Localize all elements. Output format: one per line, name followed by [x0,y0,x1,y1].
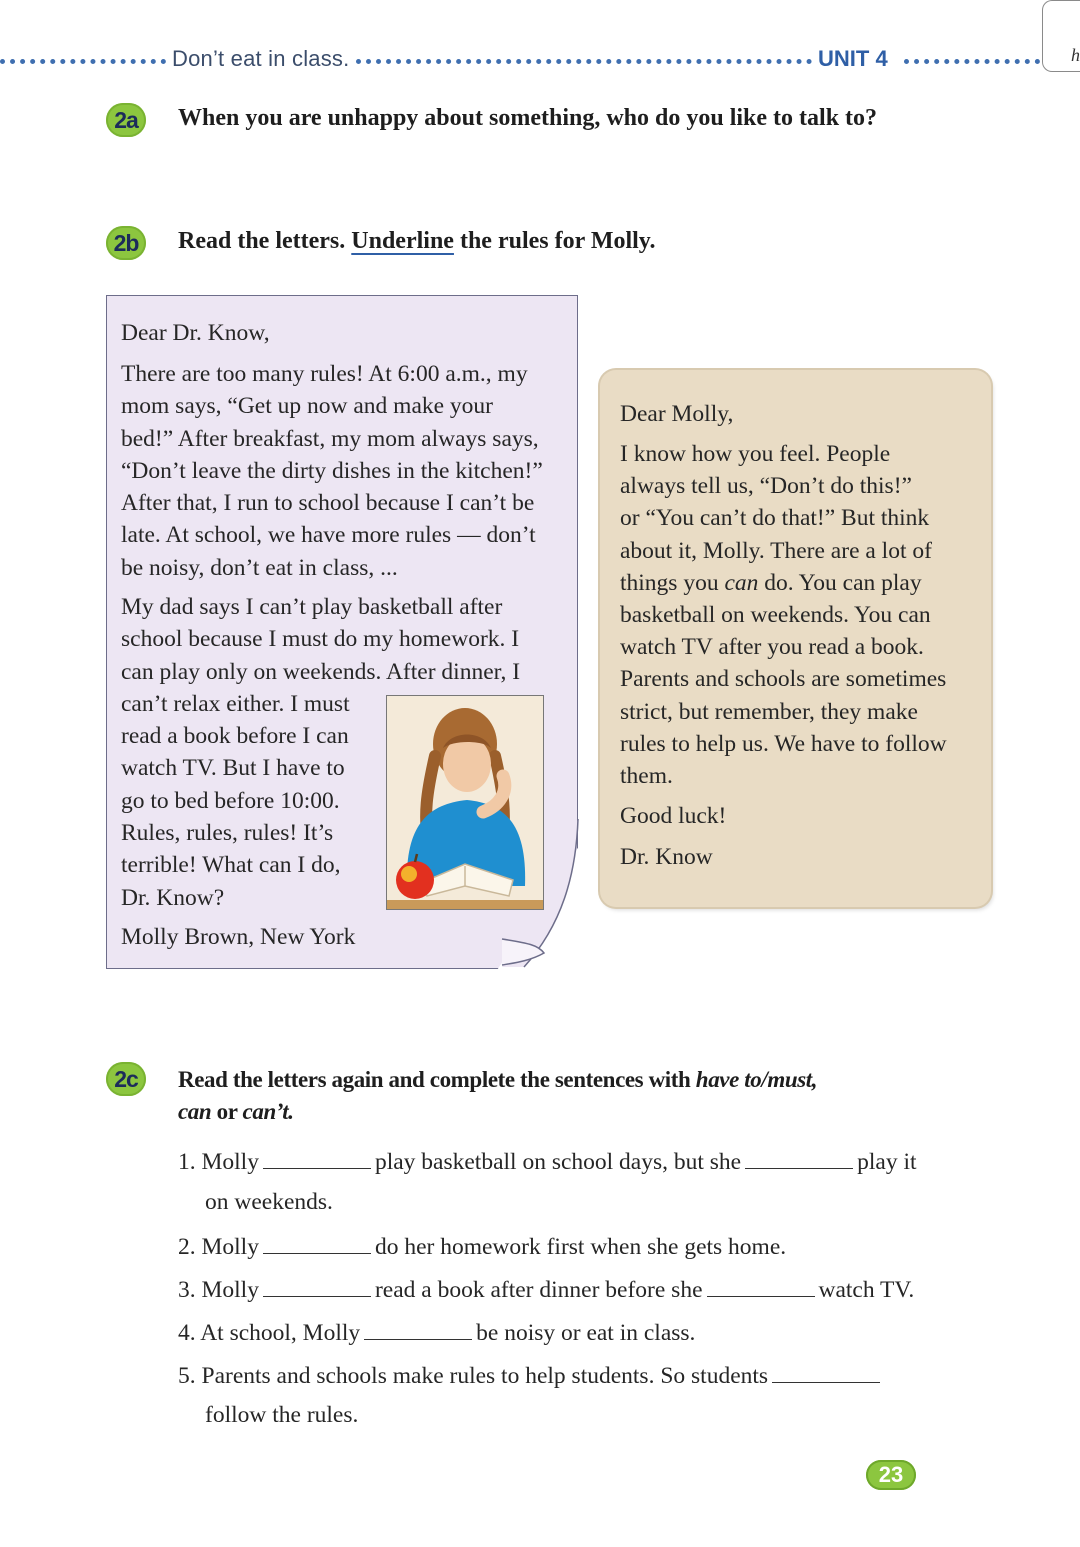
text-line: basketball on weekends. You can [620,602,931,629]
answer-blank[interactable] [263,1231,371,1254]
exercise-4 [178,1317,695,1347]
text-line: about it, Molly. There are a lot of [620,537,932,564]
emphasis-can: can [178,1099,212,1124]
text-line: My dad says I can’t play basketball after [121,594,503,620]
exercise-1 [178,1146,917,1176]
answer-blank[interactable] [707,1274,815,1297]
badge-2c: 2c [106,1062,146,1096]
exercise-2 [178,1231,786,1261]
lesson-title: Don’t eat in class. [172,46,350,71]
letter-dr-know-greeting: Dear Molly, [620,401,734,427]
text-fragment: things you [620,569,719,596]
exercise-3 [178,1274,914,1304]
text-fragment: read a book after dinner before she [374,1277,703,1303]
text-line: school because I must do my homework. I [121,626,520,653]
text-line: bed!” After breakfast, my mom always says, [121,425,539,452]
answer-blank[interactable] [745,1146,853,1169]
instruction-2c-line-1 [178,1064,817,1096]
header-dots-middle [356,59,812,64]
letter-dr-know-closing: Good luck! [620,803,727,829]
text-line: can’t relax either. I must [121,690,350,717]
answer-blank[interactable] [263,1146,371,1169]
text-line: Parents and schools are sometimes [620,666,947,693]
text-line: mom says, “Get up now and make your [121,393,494,420]
text-line: them. [620,763,673,790]
text-line: I know how you feel. People [620,441,891,467]
text-fragment: play it [857,1149,917,1175]
answer-blank[interactable] [364,1317,472,1340]
exercise-5 [178,1360,884,1390]
text-fragment: 1. Molly [178,1149,259,1175]
exercise-1-continued: on weekends. [205,1189,333,1215]
header-dots-left [0,59,166,64]
text-line: or “You can’t do that!” But think [620,505,930,532]
text-line: After that, I run to school because I can’t be [121,490,535,517]
answer-blank[interactable] [263,1274,371,1297]
text-line: There are too many rules! At 6:00 a.m., my [121,361,528,387]
header-dots-right [904,59,1040,64]
text-fragment: Read the letters again and complete the sentences with [178,1067,691,1092]
instruction-2c-line-2 [178,1096,817,1128]
text-line: strict, but remember, they make [620,698,918,725]
running-header [0,46,1080,78]
letter-molly-signature: Molly Brown, New York [121,924,356,950]
answer-blank[interactable] [772,1360,880,1383]
unit-label: UNIT 4 [818,46,888,71]
text-line: always tell us, “Don’t do this!” [620,473,912,500]
text-line: late. At school, we have more rules — don’t [121,522,536,549]
badge-2a: 2a [106,103,146,137]
text-line: Dr. Know? [121,884,225,911]
tab-letter: h [1071,45,1080,65]
instruction-2a: When you are unhappy about something, who do you like to talk to? [178,105,878,131]
text-fragment: do her homework first when she gets home. [374,1234,787,1260]
text-line: go to bed before 10:00. [121,787,340,814]
text-line: “Don’t leave the dirty dishes in the kitchen!” [121,457,543,484]
text-fragment: be noisy or eat in class. [476,1320,696,1346]
instruction-2b-pre: Read the letters. [178,228,346,254]
badge-2b: 2b [106,226,146,260]
exercise-5-continued: follow the rules. [205,1402,359,1428]
text-fragment: 4. At school, Molly [178,1320,361,1346]
text-fragment: play basketball on school days, but she [374,1149,742,1175]
text-fragment: or [216,1099,238,1124]
text-fragment: watch TV. [818,1277,915,1303]
girl-reading-photo [386,695,544,910]
page-tab [1042,0,1080,72]
text-line: be noisy, don’t eat in class, ... [121,554,398,581]
letter-dr-know-signature: Dr. Know [620,844,713,870]
page-number: 23 [866,1460,916,1490]
text-fragment: 5. Parents and schools make rules to help students. So students [178,1363,769,1389]
text-line: watch TV after you read a book. [620,634,924,661]
instruction-2c [178,1064,817,1128]
text-line: watch TV. But I have to [121,755,345,782]
instruction-2b-post: the rules for Molly. [459,228,656,254]
text-fragment: do. You can play [764,569,922,596]
emphasis-can: can [724,569,759,596]
letter-dr-know-body [620,438,980,792]
emphasis-cant: can’t. [242,1099,294,1124]
text-line: rules to help us. We have to follow [620,730,947,757]
instruction-2b-underline: Underline [351,228,454,254]
text-line: Rules, rules, rules! It’s [121,820,334,847]
emphasis-have-to-must: have to/must, [695,1067,818,1092]
text-line: terrible! What can I do, [121,852,341,879]
text-line: read a book before I can [121,723,349,750]
text-fragment: 2. Molly [178,1234,259,1260]
text-line [620,567,980,599]
text-fragment: 3. Molly [178,1277,259,1303]
letter-molly-paragraph-1 [121,358,561,584]
text-line: can play only on weekends. After dinner, I [121,658,521,685]
instruction-2b [178,228,655,255]
letter-molly-greeting: Dear Dr. Know, [121,320,270,346]
